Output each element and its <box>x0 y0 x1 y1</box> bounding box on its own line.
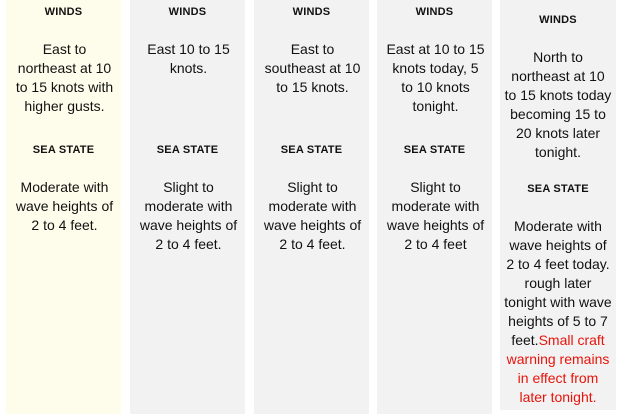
forecast-column-5 <box>500 0 616 410</box>
sea-state-text: Slight to moderate with wave heights of 2 to 4 feet. <box>139 179 238 252</box>
winds-text: East to northeast at 10 to 15 knots with higher gusts. <box>15 41 114 114</box>
sea-state-block <box>504 217 612 407</box>
sea-state-heading: SEA STATE <box>527 183 589 195</box>
sea-state-text: Moderate with wave heights of 2 to 4 feet. <box>15 179 114 233</box>
winds-heading: WINDS <box>539 14 577 26</box>
forecast-column-2 <box>130 0 245 414</box>
sea-state-heading: SEA STATE <box>156 144 219 156</box>
winds-text: East to southeast at 10 to 15 knots. <box>264 41 361 95</box>
forecast-column-4 <box>377 0 492 414</box>
winds-text: East at 10 to 15 knots today, 5 to 10 knots tonight. <box>386 41 485 114</box>
winds-heading: WINDS <box>44 6 83 18</box>
winds-text: North to northeast at 10 to 15 knots today becoming 15 to 20 knots later tonight. <box>504 49 612 160</box>
sea-state-heading: SEA STATE <box>280 144 343 156</box>
winds-heading: WINDS <box>292 6 331 18</box>
sea-state-heading: SEA STATE <box>403 144 466 156</box>
sea-state-text: Slight to moderate with wave heights of 2 to 4 feet <box>386 179 485 252</box>
sea-state-text: Slight to moderate with wave heights of 2 to 4 feet. <box>263 179 362 252</box>
winds-text: East 10 to 15 knots. <box>147 41 230 76</box>
forecast-column-3 <box>254 0 369 414</box>
sea-state-heading: SEA STATE <box>32 144 95 156</box>
winds-heading: WINDS <box>415 6 454 18</box>
winds-heading: WINDS <box>168 6 207 18</box>
forecast-column-1 <box>6 0 121 414</box>
small-craft-warning: Small craft warning remains in effect from later tonight. <box>506 332 610 405</box>
sea-state-text: Moderate with wave heights of 2 to 4 feet today. rough later tonight with wave heights of 5 to 7 feet. <box>504 218 612 348</box>
